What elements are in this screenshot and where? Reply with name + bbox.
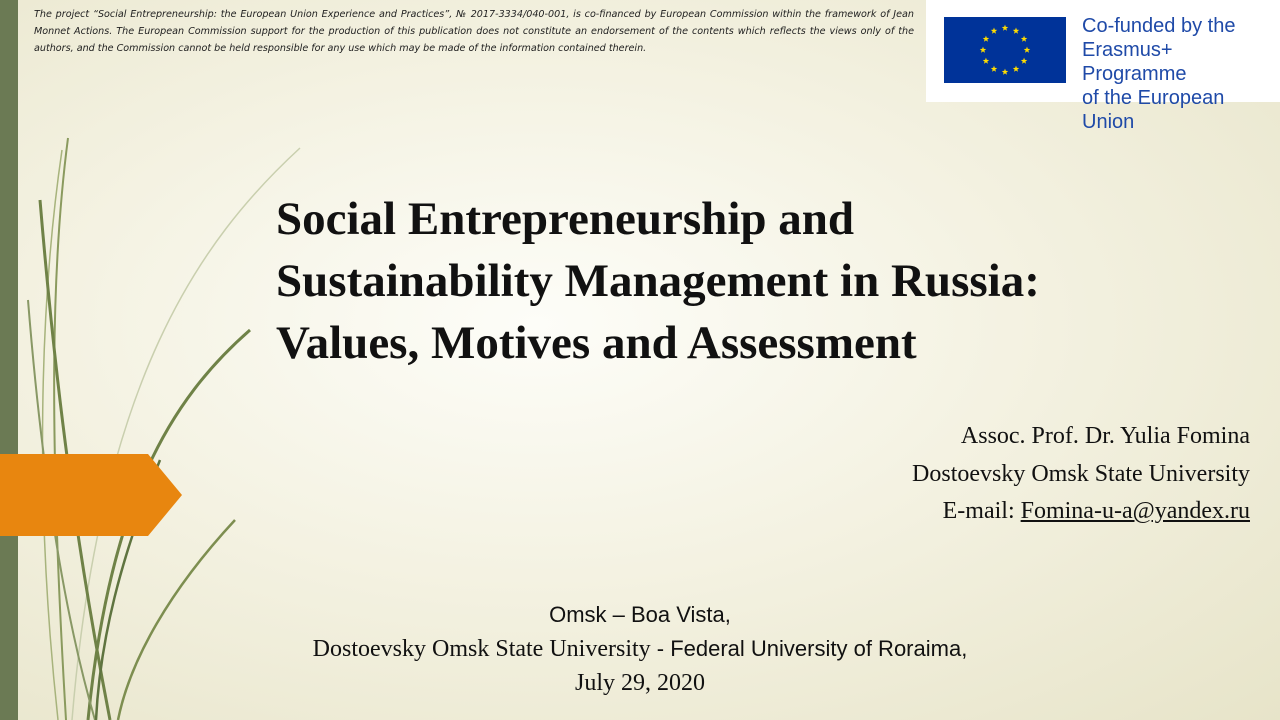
email-label: E-mail:: [942, 498, 1021, 524]
title-line-3: Values, Motives and Assessment: [276, 317, 917, 369]
eu-text-line3: of the European Union: [1082, 87, 1225, 133]
title-line-1: Social Entrepreneurship and: [276, 193, 855, 245]
eu-flag-icon: [944, 17, 1066, 83]
author-affiliation: Dostoevsky Omsk State University: [912, 460, 1250, 487]
eu-text-line2: Erasmus+ Programme: [1082, 39, 1187, 85]
disclaimer-text: The project “Social Entrepreneurship: the European Union Experience and Practices”, № 2017-3334/040-001, is co-financed by European Commission within the framework of Jean Monnet Actions. The European Commission support for the production of this publication does not constitute an endorsement of the contents which reflects the views only of the authors, and the Commission cannot be held responsible for any use which may be made of the information contained therein.: [34, 9, 914, 54]
eu-cofunded-text: [1082, 14, 1280, 134]
footer-university-1: Dostoevsky Omsk State University: [312, 636, 651, 662]
title-line-2: Sustainability Management in Russia:: [276, 255, 1040, 307]
footer-block: [140, 598, 1140, 700]
email-link[interactable]: Fomina-u-a@yandex.ru: [1020, 498, 1250, 524]
footer-universities: [140, 632, 1140, 666]
author-block: [912, 418, 1250, 531]
footer-location: Omsk – Boa Vista,: [549, 602, 731, 627]
author-email-line: [912, 493, 1250, 531]
footer-date: July 29, 2020: [574, 670, 705, 696]
orange-arrow-shape: [0, 454, 182, 536]
author-name: Assoc. Prof. Dr. Yulia Fomina: [960, 423, 1250, 449]
eu-logo-box: [926, 0, 1280, 133]
slide-title: [276, 188, 1266, 374]
footer-university-2: - Federal University of Roraima,: [650, 636, 968, 661]
eu-text-line1: Co-funded by the: [1082, 15, 1236, 37]
